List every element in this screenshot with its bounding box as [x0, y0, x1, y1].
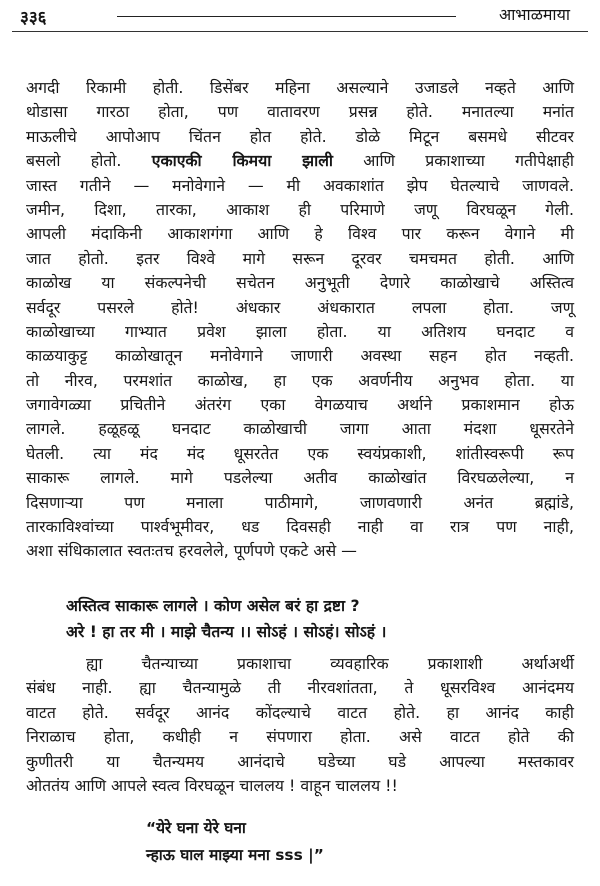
text-line: तारकाविश्वांच्या पार्श्वभूमीवर, धड दिवसही नाही वा रात्र पण नाही, [26, 517, 574, 537]
text-line: घेतली. त्या मंद मंद धूसरतेत एक स्वयंप्रकाशी, शांतीस्वरूपी रूप [26, 443, 574, 463]
emphasis-text: एकाएकी किमया झाली [151, 151, 333, 171]
text-line: संबंध नाही. ह्या चैतन्यामुळे ती नीरवशांतता, ते धूसरविश्व आनंदमय [26, 678, 574, 698]
text-line: लागले. हळूहळू घनदाट काळोखाची जागा आता मंदशा धूसरतेने [26, 419, 574, 439]
text-segment: बसलो होतो. [26, 151, 152, 171]
text-line: जमीन, दिशा, तारका, आकाश ही परिमाणे जणू विरघळून गेली. [26, 199, 574, 219]
song-line: न्हाऊ घाल माझ्या मना sss |” [146, 846, 324, 864]
text-line: कुणीतरी या चैतन्यमय आनंदाचे घडेच्या घडे आपल्या मस्तकावर [26, 751, 574, 771]
text-line [26, 149, 574, 173]
paragraph-1 [26, 76, 574, 564]
text-line: आपली मंदाकिनी आकाशगंगा आणि हे विश्व पार करून वेगाने मी [26, 224, 574, 244]
text-line: जास्त गतीने — मनोवेगाने — मी अवकाशांत झेप घेतल्याचे जाणवले. [26, 175, 574, 195]
text-line: अशा संधिकालात स्वतःतच हरवलेले, पूर्णपणे एकटे असे — [26, 541, 357, 561]
text-line: साकारू लागले. मागे पडलेल्या अतीव काळोखांत विरघळलेल्या, न [26, 468, 574, 488]
song-line: “येरे घना येरे घना [146, 819, 246, 837]
text-line: जात होतो. इतर विश्वे मागे सरून दूरवर चमचमत होती. आणि [26, 248, 574, 268]
text-line: ह्या चैतन्याच्या प्रकाशाचा व्यवहारिक प्रकाशाशी अर्थाअर्थी [86, 654, 574, 673]
text-segment: आणि प्रकाशाच्या गतीपेक्षाही [333, 151, 575, 171]
text-line: काळोख या संकल्पनेची सचेतन अनुभूती देणारे काळोखाचे अस्तित्व [26, 273, 574, 293]
running-title: आभाळमाया [498, 5, 570, 24]
header-underline [12, 31, 588, 32]
text-line: निराळाच होता, कधीही न संपणारा होता. असे वाटत होते की [26, 727, 574, 747]
page-number: ३३६ [20, 8, 47, 28]
text-line: जगावेगळ्या प्रचितीने अंतरंग एका वेगळयाच अर्थाने प्रकाशमान होऊ [26, 395, 574, 415]
verse-line: अरे ! हा तर मी । माझे चैतन्य ।। सोऽहं । सोऽहं। सोऽहं । [66, 623, 387, 641]
text-line: माऊलीचे आपोआप चिंतन होत होते. डोळे मिटून बसमधे सीटवर [26, 126, 574, 146]
text-line: थोडासा गारठा होता, पण वातावरण प्रसन्न होते. मनातल्या मनांत [26, 102, 574, 122]
text-line: काळयाकुट्ट काळोखातून मनोवेगाने जाणारी अवस्था सहन होत नव्हती. [26, 346, 574, 366]
text-line: तो नीरव, परमशांत काळोख, हा एक अवर्णनीय अनुभव होता. या [26, 370, 574, 390]
page-header [12, 0, 588, 34]
text-line: अगदी रिकामी होती. डिसेंबर महिना असल्याने उजाडले नव्हते आणि [26, 78, 574, 97]
verse-block [66, 593, 566, 645]
verse-line: अस्तित्व साकारू लागले । कोण असेल बरं हा द्रष्टा ? [66, 597, 360, 615]
text-line: दिसणाऱ्या पण मनाला पाठीमागे, जाणवणारी अनंत ब्रह्मांडे, [26, 492, 574, 512]
header-rule [117, 16, 456, 17]
text-line: काळोखाच्या गाभ्यात प्रवेश झाला होता. या अतिशय घनदाट व [26, 321, 574, 341]
text-line: सर्वदूर पसरले होते! अंधकार अंधकारात लपला होता. जणू [26, 297, 574, 317]
paragraph-2 [26, 652, 574, 798]
text-line: वाटत होते. सर्वदूर आनंद कोंदल्याचे वाटत होते. हा आनंद काही [26, 702, 574, 722]
text-line: ओततंय आणि आपले स्वत्व विरघळून चाललय ! वाहून चाललय !! [26, 775, 398, 795]
song-quote [146, 815, 546, 869]
